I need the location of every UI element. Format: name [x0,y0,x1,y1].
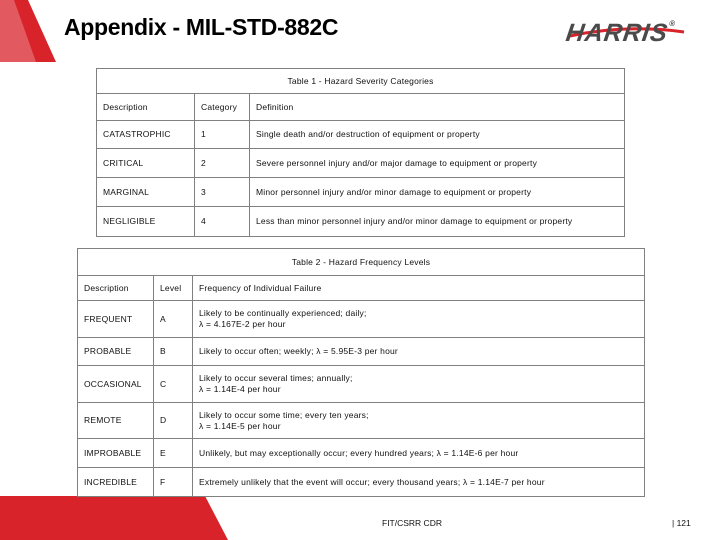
table1-caption: Table 1 - Hazard Severity Categories [97,69,625,94]
column-header: Description [78,276,154,301]
severity-category: 3 [195,178,250,207]
severity-category: 4 [195,207,250,237]
table-row [97,207,625,237]
frequency-level: F [154,468,193,497]
frequency-rate: λ = 1.14E-5 per hour [199,420,281,431]
frequency-description: INCREDIBLE [78,468,154,497]
logo-text: HARRIS [564,19,670,47]
frequency-description: IMPROBABLE [78,439,154,468]
frequency-text: Likely to occur several times; annually; [199,373,353,383]
frequency-rate: λ = 1.14E-4 per hour [199,384,281,394]
header-accent-stripe [0,0,60,62]
table-row [78,338,645,366]
table-row [97,178,625,207]
severity-description: CATASTROPHIC [97,121,195,149]
footer-accent-stripe [0,496,230,540]
frequency-level: C [154,366,193,403]
frequency-rate: λ = 4.167E-2 per hour [199,319,286,329]
severity-description: MARGINAL [97,178,195,207]
red-footer-shape [0,496,228,540]
column-header: Frequency of Individual Failure [193,276,645,301]
column-header: Definition [250,94,625,121]
frequency-description: PROBABLE [78,338,154,366]
frequency-definition [193,439,645,468]
severity-category: 1 [195,121,250,149]
severity-category: 2 [195,149,250,178]
frequency-text: Unlikely, but may exceptionally occur; every hundred years; λ = 1.14E-6 per hour [199,447,519,458]
harris-logo [564,19,677,48]
frequency-text: Likely to occur some time; every ten years; [199,409,369,420]
frequency-level: A [154,301,193,338]
table-row [97,149,625,178]
table2-caption: Table 2 - Hazard Frequency Levels [78,249,645,276]
table-row [78,468,645,497]
frequency-level: E [154,439,193,468]
frequency-text: Likely to occur often; weekly; λ = 5.95E-3 per hour [199,346,398,356]
severity-definition: Minor personnel injury and/or minor damage to equipment or property [250,178,625,207]
table-row [78,366,645,403]
frequency-definition [193,301,645,338]
severity-definition: Single death and/or destruction of equipment or property [250,121,625,149]
page-number: | 121 [672,518,691,528]
frequency-definition [193,468,645,497]
logo-registered-mark: ® [668,19,677,28]
table-row [78,403,645,439]
slide-title: Appendix - MIL-STD-882C [64,14,339,40]
severity-definition: Less than minor personnel injury and/or minor damage to equipment or property [250,207,625,237]
column-header: Description [97,94,195,121]
hazard-severity-table [96,68,625,237]
table-row [78,439,645,468]
column-header: Level [154,276,193,301]
frequency-level: B [154,338,193,366]
severity-definition: Severe personnel injury and/or major damage to equipment or property [250,149,625,178]
frequency-text: Extremely unlikely that the event will occur; every thousand years; λ = 1.14E-7 per hour [199,476,545,487]
frequency-description: FREQUENT [78,301,154,338]
frequency-definition [193,338,645,366]
severity-description: CRITICAL [97,149,195,178]
hazard-frequency-table [77,248,645,497]
table-row [97,121,625,149]
table-header-row [97,94,625,121]
column-header: Category [195,94,250,121]
frequency-definition [193,403,645,439]
frequency-description: OCCASIONAL [78,366,154,403]
table-row [78,301,645,338]
table-caption-row [97,69,625,94]
footer-center-label: FIT/CSRR CDR [382,518,442,528]
frequency-definition [193,366,645,403]
frequency-text: Likely to be continually experienced; daily; [199,308,367,318]
severity-description: NEGLIGIBLE [97,207,195,237]
frequency-description: REMOTE [78,403,154,439]
frequency-level: D [154,403,193,439]
table-header-row [78,276,645,301]
table-caption-row [78,249,645,276]
